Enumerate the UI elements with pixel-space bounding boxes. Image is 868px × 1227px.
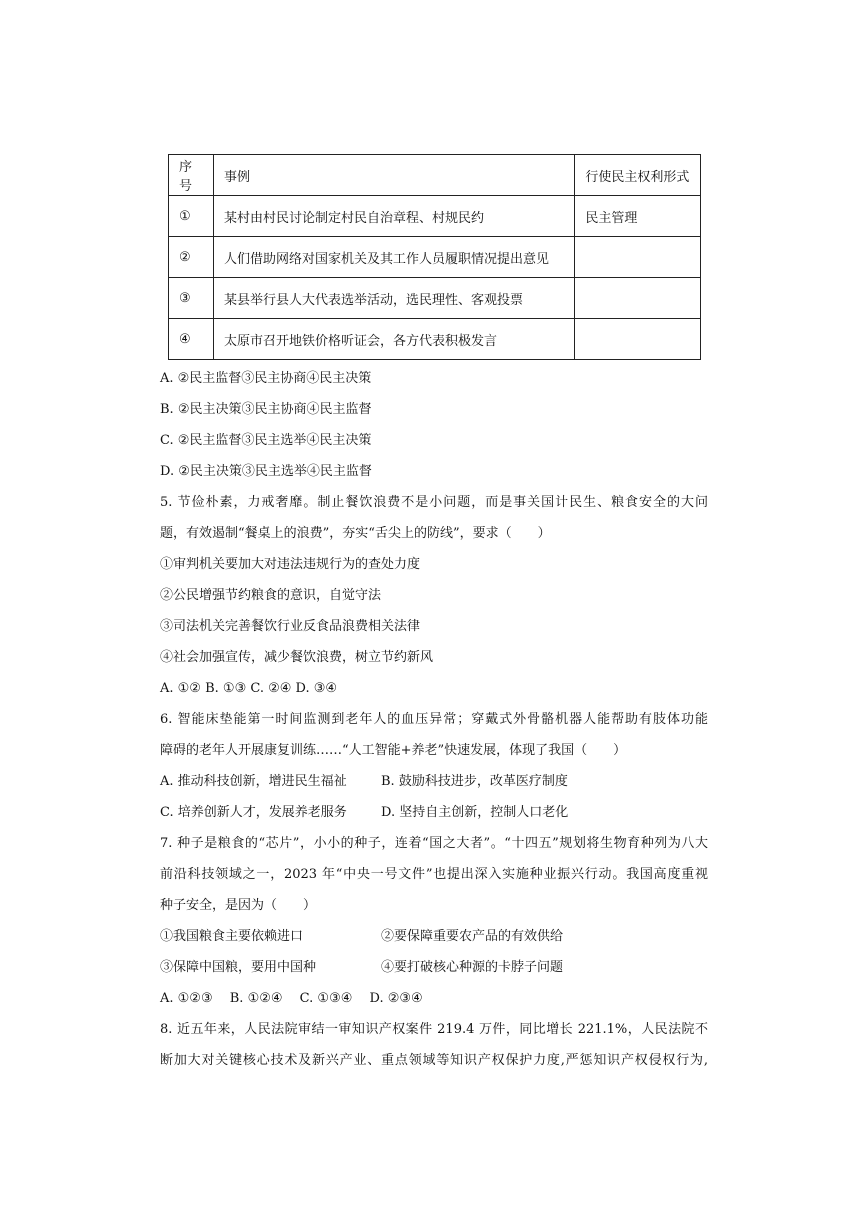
table-row	[169, 196, 701, 237]
q6-stem-line1: 6. 智能床垫能第一时间监测到老年人的血压异常；穿戴式外骨骼机器人能帮助有肢体功能	[160, 712, 708, 727]
q7-options: A. ①②③ B. ①②④ C. ①③④ D. ②③④	[160, 991, 423, 1006]
q7-stem-line1: 7. 种子是粮食的“芯片”，小小的种子，连着“国之大者”。“十四五”规划将生物育种列为八大	[160, 836, 708, 851]
table-header-cell: 事例	[213, 155, 574, 196]
q6-option-a: A. 推动科技创新，增进民生福祉	[160, 774, 347, 789]
q6-option-c: C. 培养创新人才，发展养老服务	[160, 805, 347, 820]
table-cell-num: ②	[169, 237, 214, 278]
q7-stem-line2: 前沿科技领域之一，2023 年“中央一号文件”也提出深入实施种业振兴行动。我国高度重视	[160, 867, 708, 882]
table-row	[169, 237, 701, 278]
table-cell-example: 某县举行县人大代表选举活动，选民理性、客观投票	[213, 278, 574, 319]
q5-item-4: ④社会加强宣传，减少餐饮浪费，树立节约新风	[160, 650, 434, 665]
q7-item-1: ①我国粮食主要依赖进口	[160, 929, 304, 944]
table-row	[169, 278, 701, 319]
q7-item-4: ④要打破核心种源的卡脖子问题	[381, 960, 564, 975]
q5-stem-line1: 5. 节俭朴素，力戒奢靡。制止餐饮浪费不是小问题，而是事关国计民生、粮食安全的大问	[160, 495, 708, 510]
table-cell-example: 某村由村民讨论制定村民自治章程、村规民约	[213, 196, 574, 237]
q6-option-d: D. 坚持自主创新，控制人口老化	[381, 805, 569, 820]
q8-stem-line1: 8. 近五年来，人民法院审结一审知识产权案件 219.4 万件，同比增长 221.1%，人民法院不	[160, 1022, 708, 1037]
table-header-row	[169, 155, 701, 196]
table-cell-example: 人们借助网络对国家机关及其工作人员履职情况提出意见	[213, 237, 574, 278]
q6-option-b: B. 鼓励科技进步，改革医疗制度	[381, 774, 568, 789]
q7-item-3: ③保障中国粮，要用中国种	[160, 960, 317, 975]
q8-stem-line2: 断加大对关键核心技术及新兴产业、重点领域等知识产权保护力度,严惩知识产权侵权行为,	[160, 1053, 708, 1068]
q7-item-2: ②要保障重要农产品的有效供给	[381, 929, 564, 944]
q5-item-2: ②公民增强节约粮食的意识，自觉守法	[160, 588, 382, 603]
table-cell-form	[575, 278, 701, 319]
q5-item-3: ③司法机关完善餐饮行业反食品浪费相关法律	[160, 619, 421, 634]
rights-table	[168, 154, 701, 360]
q5-options: A. ①② B. ①③ C. ②④ D. ③④	[160, 681, 338, 696]
q6-stem-line2: 障碍的老年人开展康复训练……“人工智能+养老”快速发展，体现了我国（ ）	[160, 743, 627, 758]
table-header-cell: 序号	[169, 155, 214, 196]
q4-option-b: B. ②民主决策③民主协商④民主监督	[160, 402, 372, 417]
q4-option-d: D. ②民主决策③民主选举④民主监督	[160, 464, 372, 479]
q7-stem-line3: 种子安全，是因为（ ）	[160, 898, 317, 913]
table-cell-num: ④	[169, 319, 214, 360]
q4-option-a: A. ②民主监督③民主协商④民主决策	[160, 371, 372, 386]
table-cell-example: 太原市召开地铁价格听证会，各方代表积极发言	[213, 319, 574, 360]
q5-item-1: ①审判机关要加大对违法违规行为的查处力度	[160, 557, 421, 572]
table-row	[169, 319, 701, 360]
table-cell-num: ①	[169, 196, 214, 237]
table-cell-num: ③	[169, 278, 214, 319]
q5-stem-line2: 题，有效遏制“餐桌上的浪费”，夯实“舌尖上的防线”，要求（ ）	[160, 526, 551, 541]
table-cell-form: 民主管理	[575, 196, 701, 237]
q4-option-c: C. ②民主监督③民主选举④民主决策	[160, 433, 372, 448]
table-cell-form	[575, 319, 701, 360]
table-cell-form	[575, 237, 701, 278]
table-header-cell: 行使民主权利形式	[575, 155, 701, 196]
